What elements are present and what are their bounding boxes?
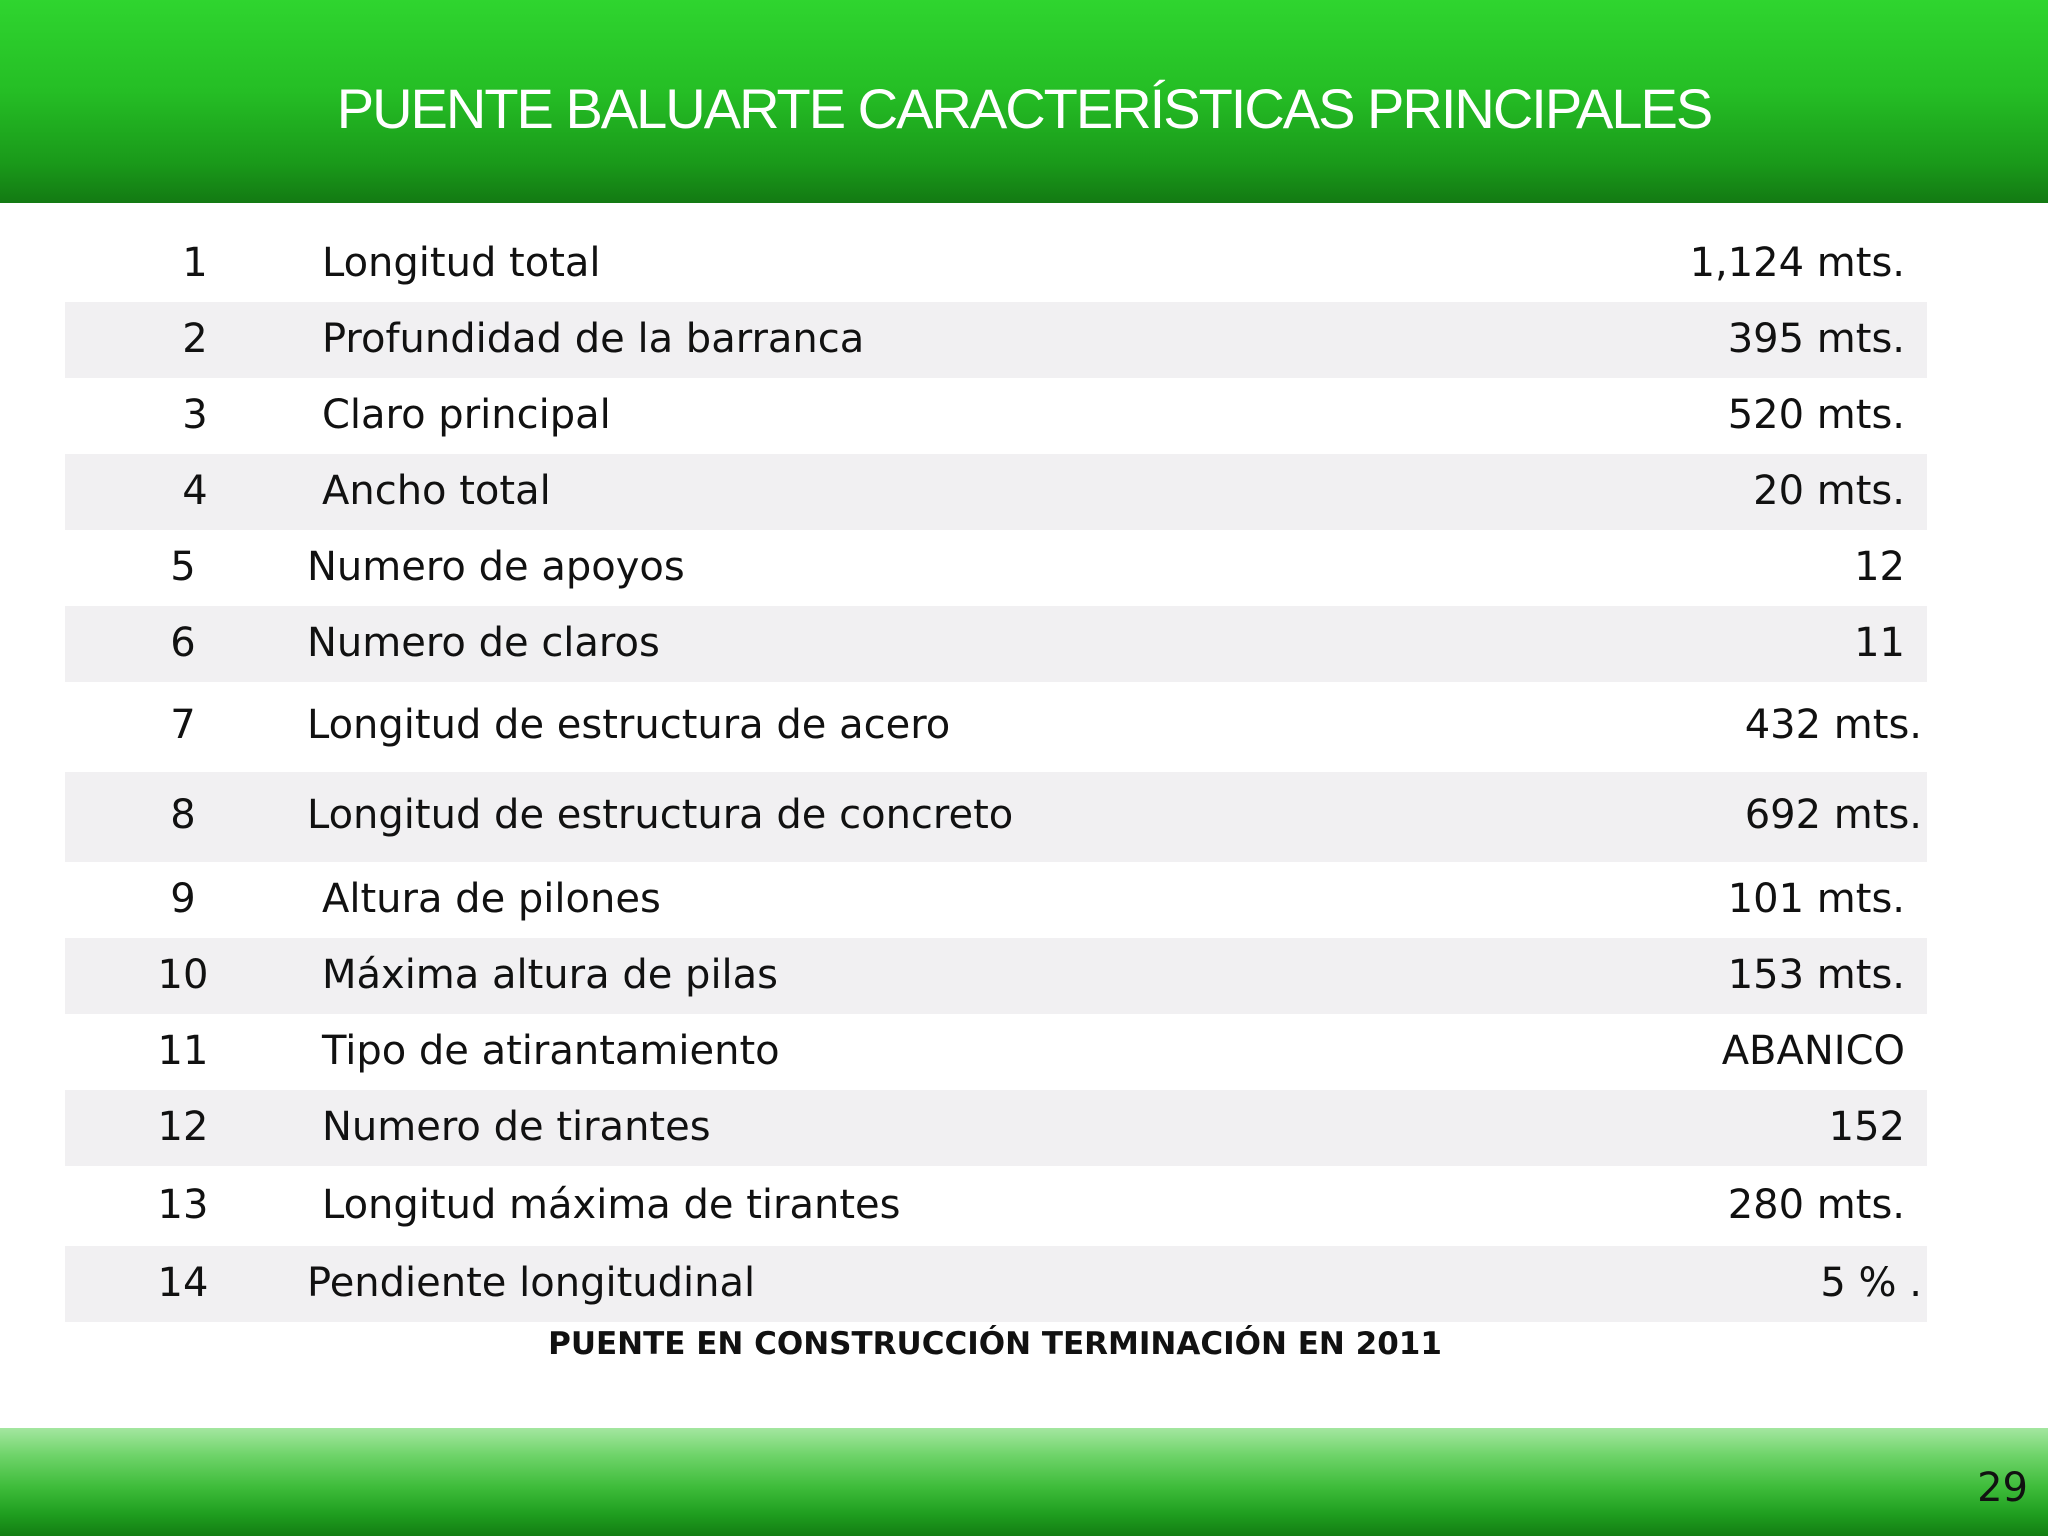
row-number: 8 xyxy=(170,792,196,838)
row-number: 6 xyxy=(170,620,196,666)
row-value: 395 mts. xyxy=(1727,316,1905,362)
table-row xyxy=(65,226,1927,302)
row-value: 520 mts. xyxy=(1727,392,1905,438)
row-label: Longitud de estructura de acero xyxy=(307,702,951,748)
table-row xyxy=(65,454,1927,530)
row-number: 7 xyxy=(170,702,196,748)
row-number: 4 xyxy=(182,468,208,514)
row-number: 1 xyxy=(182,240,208,286)
table-row xyxy=(65,530,1927,606)
row-number: 9 xyxy=(170,876,196,922)
row-label: Pendiente longitudinal xyxy=(307,1260,756,1306)
row-value: ABANICO xyxy=(1721,1028,1905,1074)
row-number: 3 xyxy=(182,392,208,438)
row-label: Máxima altura de pilas xyxy=(322,952,779,998)
table-row xyxy=(65,1014,1927,1090)
row-number: 11 xyxy=(157,1028,209,1074)
row-value: 1,124 mts. xyxy=(1689,240,1905,286)
table-row xyxy=(65,1246,1927,1322)
table-row xyxy=(65,938,1927,1014)
table-row xyxy=(65,606,1927,682)
row-label: Numero de apoyos xyxy=(307,544,685,590)
construction-caption: PUENTE EN CONSTRUCCIÓN TERMINACIÓN EN 2011 xyxy=(548,1326,1442,1362)
footer-bar xyxy=(0,1428,2048,1536)
row-number: 10 xyxy=(157,952,209,998)
row-label: Numero de claros xyxy=(307,620,660,666)
row-label: Longitud total xyxy=(322,240,601,286)
row-value: 152 xyxy=(1828,1104,1905,1150)
row-number: 2 xyxy=(182,316,208,362)
table-row xyxy=(65,682,1927,772)
row-label: Numero de tirantes xyxy=(322,1104,711,1150)
row-value: 12 xyxy=(1854,544,1905,590)
row-value: 692 mts. xyxy=(1744,792,1922,838)
table-row xyxy=(65,1090,1927,1166)
row-label: Claro principal xyxy=(322,392,611,438)
table-row xyxy=(65,1166,1927,1246)
table-row xyxy=(65,302,1927,378)
row-number: 12 xyxy=(157,1104,209,1150)
row-label: Altura de pilones xyxy=(322,876,661,922)
characteristics-table xyxy=(65,226,1927,1322)
row-label: Longitud máxima de tirantes xyxy=(322,1182,901,1228)
table-row xyxy=(65,378,1927,454)
table-row xyxy=(65,772,1927,862)
row-value: 5 % . xyxy=(1820,1260,1922,1306)
row-number: 13 xyxy=(157,1182,209,1228)
row-value: 280 mts. xyxy=(1727,1182,1905,1228)
row-value: 101 mts. xyxy=(1727,876,1905,922)
row-label: Tipo de atirantamiento xyxy=(322,1028,780,1074)
slide-title: PUENTE BALUARTE CARACTERÍSTICAS PRINCIPALES xyxy=(336,77,1712,140)
table-row xyxy=(65,862,1927,938)
row-label: Ancho total xyxy=(322,468,551,514)
row-value: 20 mts. xyxy=(1753,468,1905,514)
row-value: 153 mts. xyxy=(1727,952,1905,998)
row-value: 432 mts. xyxy=(1744,702,1922,748)
row-label: Longitud de estructura de concreto xyxy=(307,792,1014,838)
header-bar xyxy=(0,0,2048,203)
row-number: 14 xyxy=(157,1260,209,1306)
page-number: 29 xyxy=(1977,1465,2028,1511)
row-number: 5 xyxy=(170,544,196,590)
row-label: Profundidad de la barranca xyxy=(322,316,865,362)
row-value: 11 xyxy=(1854,620,1905,666)
